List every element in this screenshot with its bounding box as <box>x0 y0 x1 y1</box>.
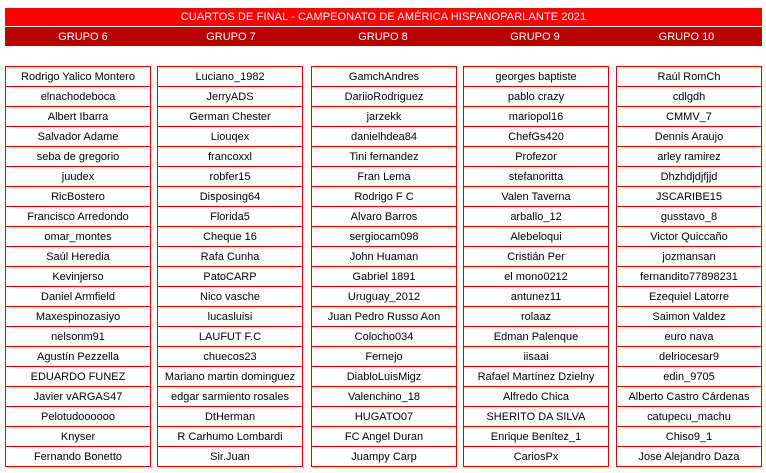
player-cell: Nico vasche <box>157 287 303 307</box>
player-cell: edgar sarmiento rosales <box>157 387 303 407</box>
player-cell: Juampy Carp <box>311 447 457 467</box>
player-cell: Alberto Castro Cárdenas <box>616 387 762 407</box>
group-column-6 <box>5 66 151 467</box>
player-cell: JerryADS <box>157 87 303 107</box>
player-cell: HUGATO07 <box>311 407 457 427</box>
player-cell: Alvaro Barros <box>311 207 457 227</box>
group-column-9 <box>463 66 609 467</box>
player-cell: Colocho034 <box>311 327 457 347</box>
player-cell: Juan Pedro Russo Aon <box>311 307 457 327</box>
player-cell: el mono0212 <box>463 267 609 287</box>
player-cell: Alebeloqui <box>463 227 609 247</box>
player-cell: juudex <box>5 167 151 187</box>
player-cell: CariosPx <box>463 447 609 467</box>
player-cell: elnachodeboca <box>5 87 151 107</box>
player-cell: DariioRodriguez <box>311 87 457 107</box>
player-cell: Javier vARGAS47 <box>5 387 151 407</box>
player-cell: Albert Ibarra <box>5 107 151 127</box>
player-cell: pablo crazy <box>463 87 609 107</box>
player-cell: catupecu_machu <box>616 407 762 427</box>
player-cell: Liouqex <box>157 127 303 147</box>
player-cell: Pelotudoooooo <box>5 407 151 427</box>
player-cell: Gabriel 1891 <box>311 267 457 287</box>
player-cell: Uruguay_2012 <box>311 287 457 307</box>
player-cell: iisaai <box>463 347 609 367</box>
player-cell: francoxxl <box>157 147 303 167</box>
player-cell: Cristián Per <box>463 247 609 267</box>
player-cell: chuecos23 <box>157 347 303 367</box>
group-header-10: GRUPO 10 <box>658 30 715 43</box>
player-cell: LAUFUT F.C <box>157 327 303 347</box>
player-cell: Daniel Armfield <box>5 287 151 307</box>
player-cell: Salvador Adame <box>5 127 151 147</box>
player-cell: CMMV_7 <box>616 107 762 127</box>
player-cell: arley ramirez <box>616 147 762 167</box>
player-cell: lucasluisi <box>157 307 303 327</box>
player-cell: Jose Alejandro Daza <box>616 447 762 467</box>
player-cell: Dennis Araujo <box>616 127 762 147</box>
player-cell: Rodrigo Yalico Montero <box>5 66 151 87</box>
player-cell: delriocesar9 <box>616 347 762 367</box>
player-cell: Rodrigo F C <box>311 187 457 207</box>
player-cell: Chiso9_1 <box>616 427 762 447</box>
player-cell: Profezor <box>463 147 609 167</box>
player-cell: Fran Lema <box>311 167 457 187</box>
player-cell: Saimon Valdez <box>616 307 762 327</box>
player-cell: Tini fernandez <box>311 147 457 167</box>
player-cell: Saúl Heredia <box>5 247 151 267</box>
player-cell: DiabloLuisMigz <box>311 367 457 387</box>
player-cell: Mariano martin dominguez <box>157 367 303 387</box>
page-title: CUARTOS DE FINAL - CAMPEONATO DE AMÉRICA HISPANOPARLANTE 2021 <box>5 8 762 26</box>
player-cell: fernandito77898231 <box>616 267 762 287</box>
player-cell: Disposing64 <box>157 187 303 207</box>
player-cell: nelsonm91 <box>5 327 151 347</box>
group-header-6: GRUPO 6 <box>58 30 108 43</box>
player-cell: FC Angel Duran <box>311 427 457 447</box>
player-cell: Francisco Arredondo <box>5 207 151 227</box>
player-cell: Enrique Benítez_1 <box>463 427 609 447</box>
group-column-10 <box>616 66 762 467</box>
player-cell: Raúl RomCh <box>616 66 762 87</box>
player-cell: seba de gregorio <box>5 147 151 167</box>
player-cell: Alfredo Chica <box>463 387 609 407</box>
group-header-8: GRUPO 8 <box>358 30 408 43</box>
player-cell: Luciano_1982 <box>157 66 303 87</box>
player-cell: Edman Palenque <box>463 327 609 347</box>
player-cell: euro nava <box>616 327 762 347</box>
player-cell: stefanoritta <box>463 167 609 187</box>
player-cell: Maxespinozasiyo <box>5 307 151 327</box>
player-cell: omar_montes <box>5 227 151 247</box>
player-cell: danielhdea84 <box>311 127 457 147</box>
player-cell: Rafael Martínez Dzielny <box>463 367 609 387</box>
group-header-9: GRUPO 9 <box>510 30 560 43</box>
player-cell: JSCARIBE15 <box>616 187 762 207</box>
player-cell: Valen Taverna <box>463 187 609 207</box>
player-cell: Victor Quiccaño <box>616 227 762 247</box>
player-cell: John Huaman <box>311 247 457 267</box>
player-cell: Cheque 16 <box>157 227 303 247</box>
player-cell: Knyser <box>5 427 151 447</box>
player-cell: Florida5 <box>157 207 303 227</box>
player-cell: Sir.Juan <box>157 447 303 467</box>
player-cell: mariopol16 <box>463 107 609 127</box>
player-cell: Fernejo <box>311 347 457 367</box>
player-cell: GamchAndres <box>311 66 457 87</box>
player-cell: R Carhumo Lombardi <box>157 427 303 447</box>
player-cell: antunez11 <box>463 287 609 307</box>
player-cell: cdlgdh <box>616 87 762 107</box>
player-cell: Valenchino_18 <box>311 387 457 407</box>
player-cell: DtHerman <box>157 407 303 427</box>
player-cell: jarzekk <box>311 107 457 127</box>
player-cell: georges baptiste <box>463 66 609 87</box>
group-column-7 <box>157 66 303 467</box>
player-cell: EDUARDO FUNEZ <box>5 367 151 387</box>
player-cell: SHERITO DA SILVA <box>463 407 609 427</box>
group-column-8 <box>311 66 457 467</box>
player-cell: Agustín Pezzella <box>5 347 151 367</box>
player-cell: Dhzhdjdjfjjd <box>616 167 762 187</box>
player-cell: jozmansan <box>616 247 762 267</box>
player-cell: arballo_12 <box>463 207 609 227</box>
group-header-7: GRUPO 7 <box>206 30 256 43</box>
player-cell: Fernando Bonetto <box>5 447 151 467</box>
player-cell: rolaaz <box>463 307 609 327</box>
player-cell: PatoCARP <box>157 267 303 287</box>
player-cell: gusstavo_8 <box>616 207 762 227</box>
player-cell: Kevinjerso <box>5 267 151 287</box>
player-cell: edin_9705 <box>616 367 762 387</box>
player-cell: ChefGs420 <box>463 127 609 147</box>
player-cell: Rafa Cunha <box>157 247 303 267</box>
group-header-row <box>5 27 762 46</box>
player-cell: Ezequiel Latorre <box>616 287 762 307</box>
player-cell: German Chester <box>157 107 303 127</box>
player-cell: robfer15 <box>157 167 303 187</box>
player-cell: sergiocam098 <box>311 227 457 247</box>
player-cell: RicBostero <box>5 187 151 207</box>
